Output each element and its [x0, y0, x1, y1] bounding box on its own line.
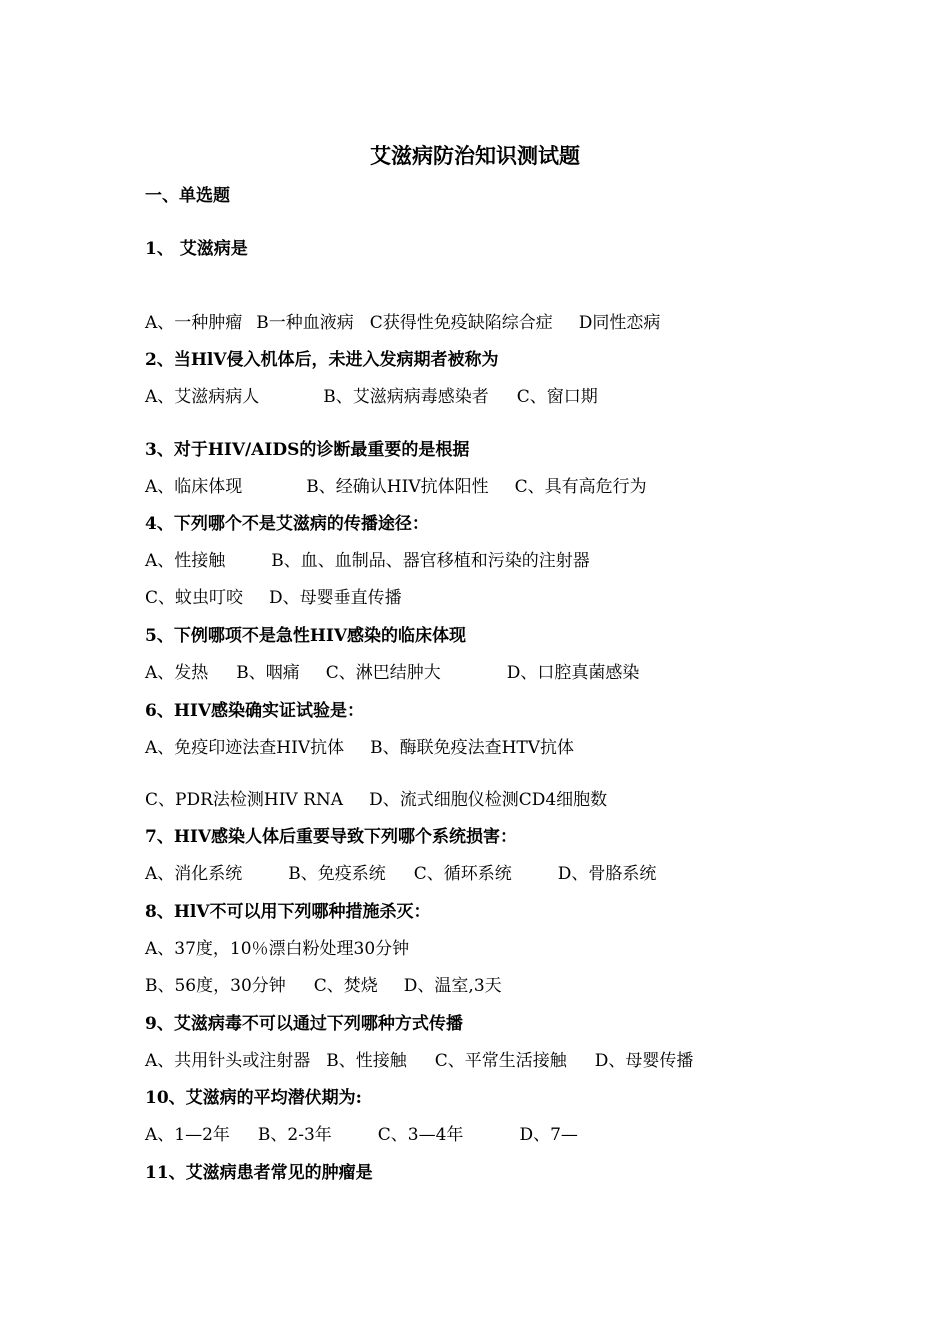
- question-6-stem: 6、HIV感染确实证试验是：: [145, 701, 365, 721]
- question-7-option-c: C、循环系统: [413, 864, 512, 884]
- question-4-option-c: C、蚊虫叮咬: [145, 588, 244, 608]
- question-6-options-row-1: [145, 737, 574, 759]
- question-8-options-row-1: [145, 938, 409, 960]
- question-2-option-c: C、窗口期: [516, 387, 598, 407]
- question-7-options: [145, 863, 656, 885]
- question-3-options: [145, 476, 647, 498]
- question-4-options-row-1: [145, 550, 590, 572]
- question-4-stem: 4、下列哪个不是艾滋病的传播途径：: [145, 514, 429, 534]
- question-6-options-row-2: [145, 789, 607, 811]
- question-9-stem: 9、艾滋病毒不可以通过下列哪种方式传播: [145, 1014, 463, 1034]
- question-2-stem: 2、当HlV侵入机体后，未进入发病期者被称为: [145, 350, 499, 370]
- question-9-option-d: D、母婴传播: [594, 1051, 694, 1071]
- question-11-stem: 11、艾滋病患者常见的肿瘤是: [145, 1163, 373, 1183]
- question-8-option-a: A、37度，10％漂白粉处理30分钟: [145, 939, 410, 959]
- question-10-option-d: D、7—: [519, 1125, 578, 1145]
- question-10-option-b: B、2-3年: [257, 1125, 332, 1145]
- question-6-option-b: B、酶联免疫法查HTV抗体: [370, 738, 575, 758]
- question-4-options-row-2: [145, 587, 402, 609]
- question-1-options: [145, 312, 660, 334]
- question-5-option-c: C、淋巴结肿大: [325, 663, 441, 683]
- section-heading: 一、单选题: [145, 186, 230, 206]
- question-2-option-a: A、艾滋病病人: [145, 387, 260, 407]
- question-2-options: [145, 386, 598, 408]
- question-4-option-d: D、母婴垂直传播: [269, 588, 402, 608]
- document-title: 艾滋病防治知识测试题: [370, 143, 580, 168]
- question-10-stem: 10、艾滋病的平均潜伏期为:: [145, 1088, 362, 1108]
- question-3-option-c: C、具有高危行为: [514, 477, 647, 497]
- question-5-option-b: B、咽痛: [236, 663, 300, 683]
- question-3-option-b: B、经确认HIV抗体阳性: [306, 477, 489, 497]
- question-7-option-d: D、骨胳系统: [557, 864, 657, 884]
- question-4-option-b: B、血、血制品、器官移植和污染的注射器: [271, 551, 590, 571]
- question-9-options: [145, 1050, 693, 1072]
- question-8-stem: 8、HlV不可以用下列哪种措施杀灭：: [145, 902, 431, 922]
- question-5-option-d: D、口腔真菌感染: [506, 663, 640, 683]
- question-5-option-a: A、发热: [145, 663, 209, 683]
- question-10-options: [145, 1124, 578, 1146]
- question-9-option-b: B、性接触: [326, 1051, 407, 1071]
- question-5-stem: 5、下例哪项不是急性HIV感染的临床体现: [145, 626, 467, 646]
- question-9-option-a: A、共用针头或注射器: [145, 1051, 311, 1071]
- question-3-option-a: A、临床体现: [145, 477, 243, 497]
- question-2-option-b: B、艾滋病病毒感染者: [323, 387, 489, 407]
- question-4-option-a: A、性接触: [145, 551, 226, 571]
- question-1-option-a: A、一种肿瘤: [145, 313, 243, 333]
- question-10-option-c: C、3—4年: [377, 1125, 464, 1145]
- question-6-option-d: D、流式细胞仪检测CD4细胞数: [369, 790, 608, 810]
- question-6-option-c: C、PDR法检测HIV RNA: [145, 790, 344, 810]
- question-3-stem: 3、对于HIV/AIDS的诊断最重要的是根据: [145, 440, 470, 460]
- question-8-option-b: B、56度，30分钟: [145, 976, 286, 996]
- question-9-option-c: C、平常生活接触: [434, 1051, 567, 1071]
- question-1-option-c: C获得性免疫缺陷综合症: [369, 313, 553, 333]
- question-1-option-d: D同性恋病: [578, 313, 661, 333]
- question-5-options: [145, 662, 639, 684]
- question-1-option-b: B一种血液病: [256, 313, 354, 333]
- question-7-stem: 7、HIV感染人体后重要导致下列哪个系统损害：: [145, 827, 518, 847]
- question-8-options-row-2: [145, 975, 502, 997]
- question-7-option-a: A、消化系统: [145, 864, 243, 884]
- question-8-option-c: C、焚烧: [313, 976, 378, 996]
- question-6-option-a: A、免疫印迹法查HIV抗体: [145, 738, 345, 758]
- question-10-option-a: A、1—2年: [145, 1125, 230, 1145]
- question-8-option-d: D、温室,3天: [403, 976, 502, 996]
- question-7-option-b: B、免疫系统: [288, 864, 386, 884]
- question-1-stem: 1、 艾滋病是: [145, 239, 248, 259]
